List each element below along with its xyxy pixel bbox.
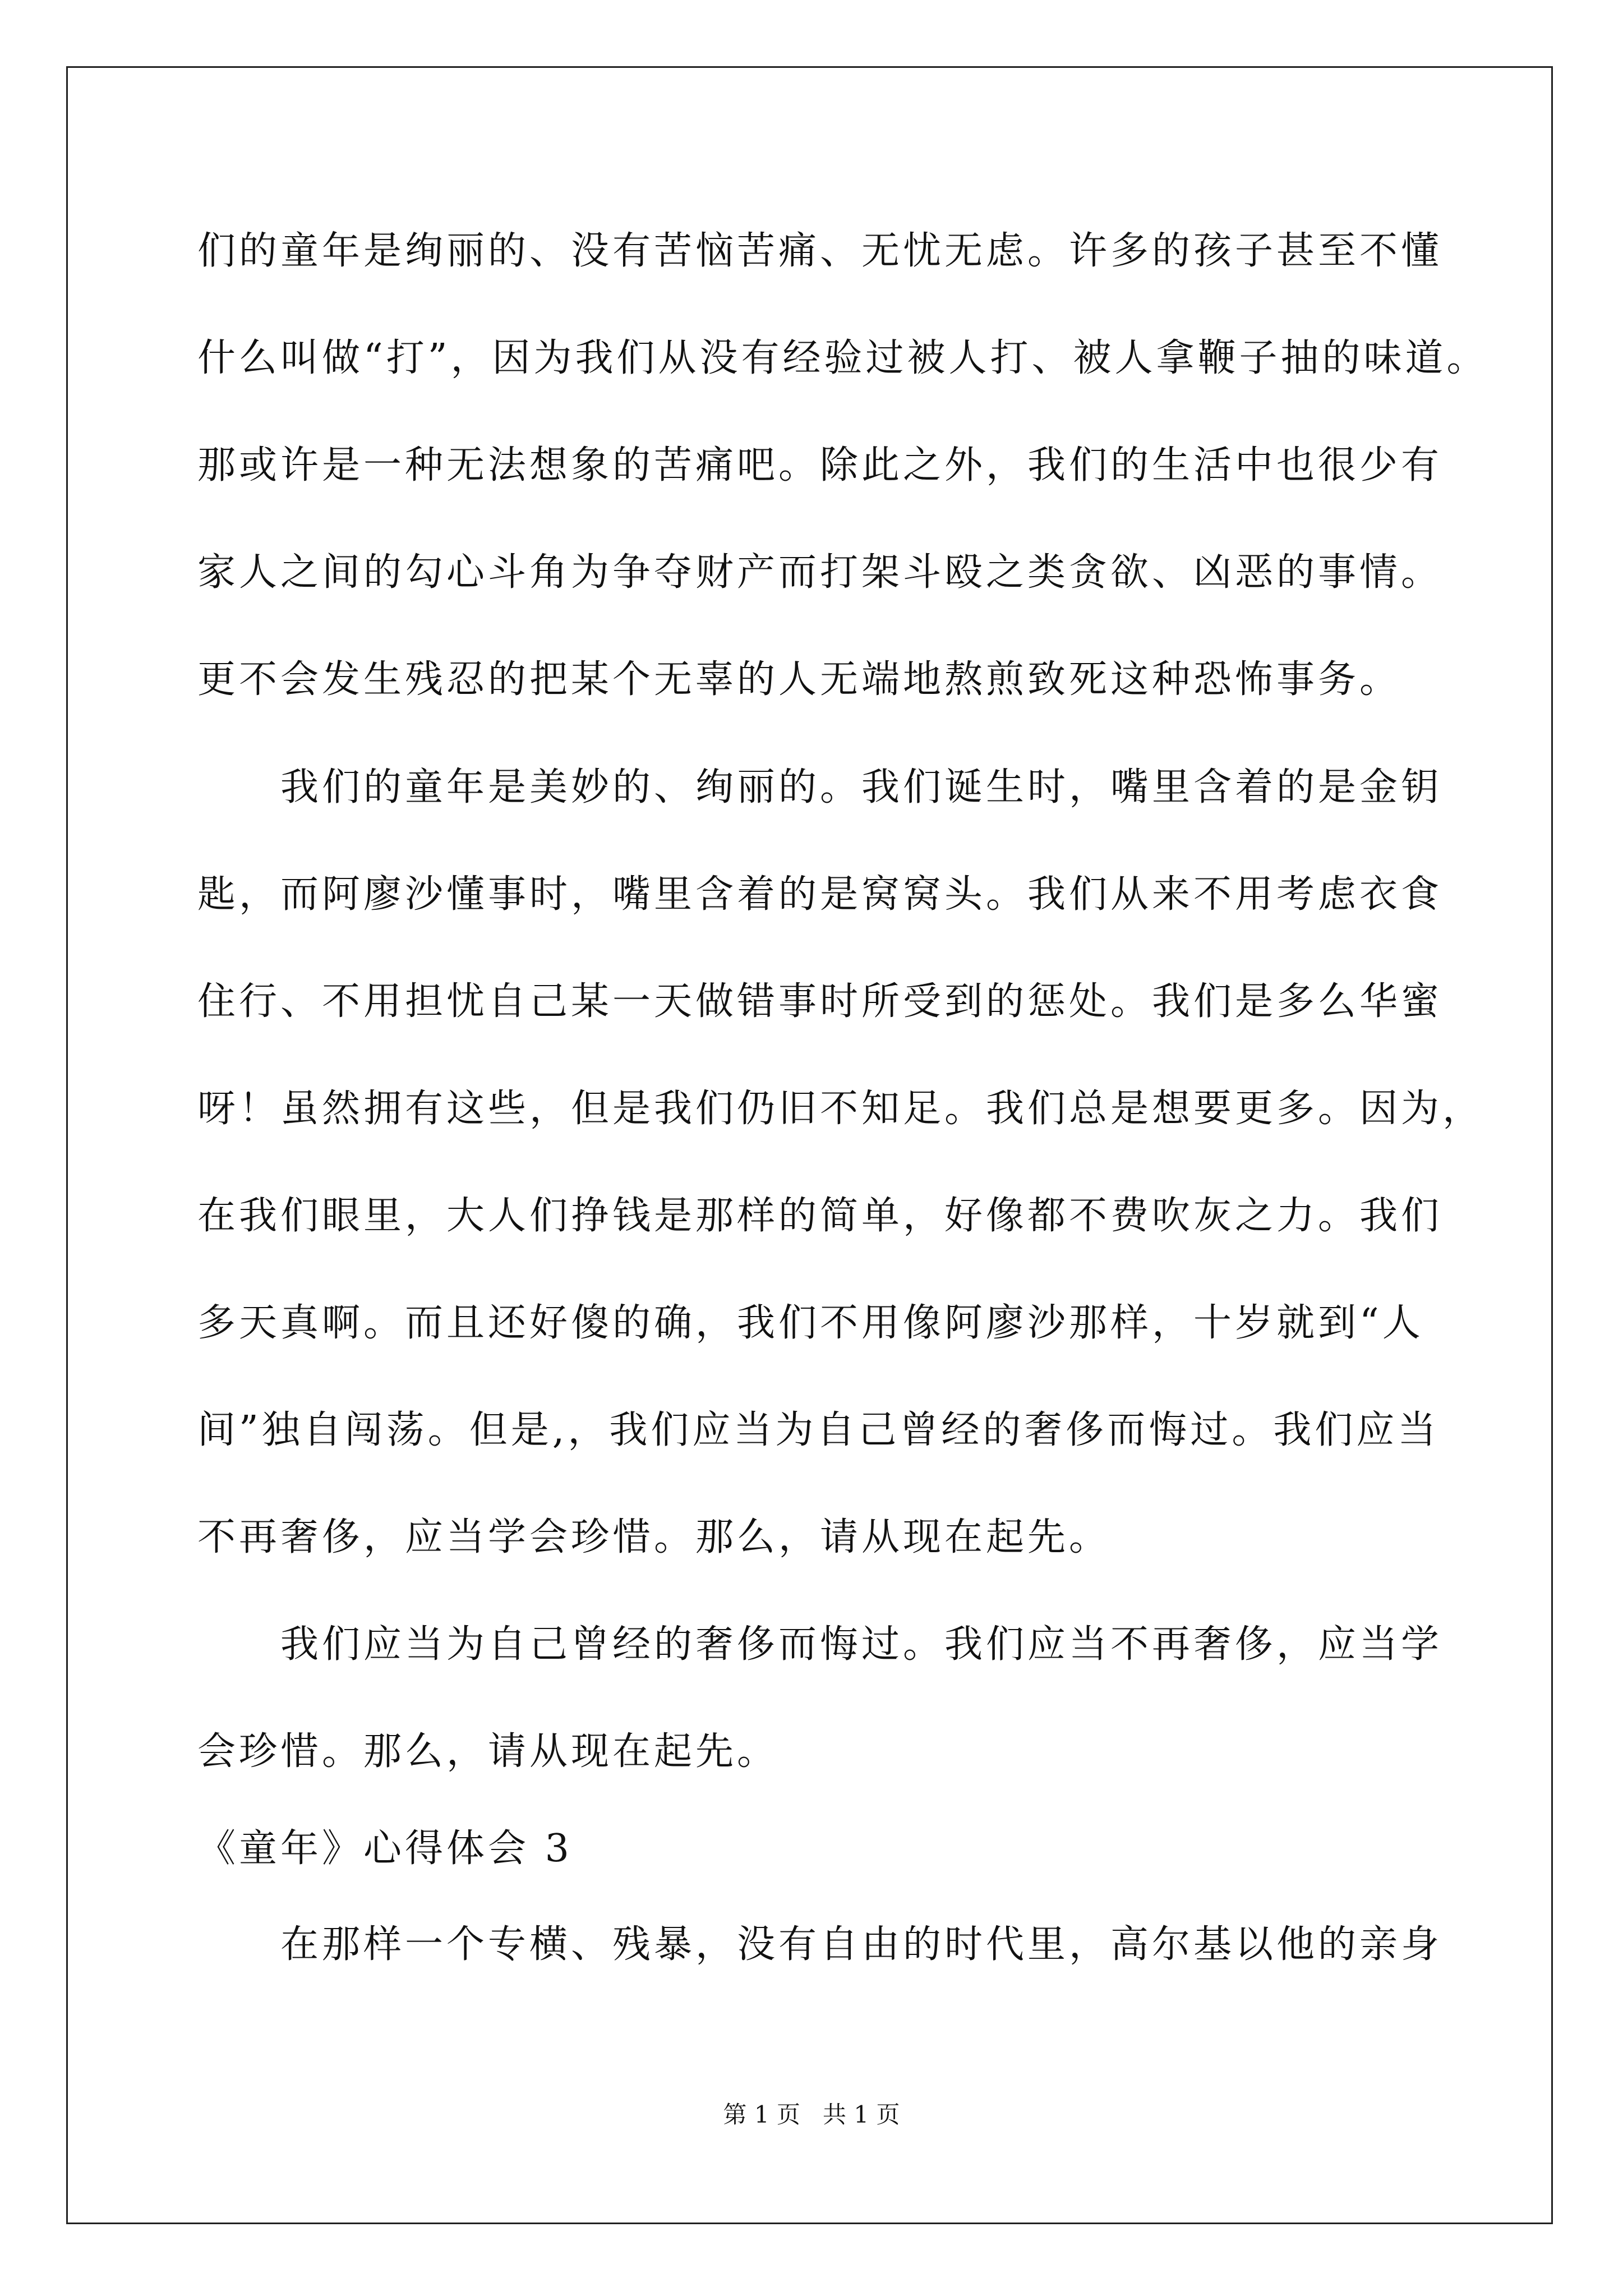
section-heading: 《童年》心得体会 3 [197,1826,573,1871]
text-line: 家人之间的勾心斗角为争夺财产而打架斗殴之类贪欲、凶恶的事情。 [197,550,1443,595]
page-border [66,66,1553,2224]
text-line: 多天真啊。而且还好傻的确，我们不用像阿廖沙那样，十岁就到“人 [197,1301,1424,1345]
text-line: 们的童年是绚丽的、没有苦恼苦痛、无忧无虑。许多的孩子甚至不懂 [197,229,1443,273]
text-line: 间”独自闯荡。但是,，我们应当为自己曾经的奢侈而悔过。我们应当 [197,1408,1440,1452]
text-line: 住行、不用担忧自己某一天做错事时所受到的惩处。我们是多么华蜜 [197,979,1443,1024]
text-line: 会珍惜。那么，请从现在起先。 [197,1729,779,1774]
text-line: 我们应当为自己曾经的奢侈而悔过。我们应当不再奢侈，应当学 [280,1622,1443,1667]
text-line: 不再奢侈，应当学会珍惜。那么，请从现在起先。 [197,1515,1111,1559]
text-line: 在那样一个专横、残暴，没有自由的时代里，高尔基以他的亲身 [280,1922,1443,1967]
text-line: 呀！虽然拥有这些，但是我们仍旧不知足。我们总是想要更多。因为， [197,1087,1484,1131]
text-line: 什么叫做“打”，因为我们从没有经验过被人打、被人拿鞭子抽的味道。 [197,336,1488,380]
text-line: 在我们眼里，大人们挣钱是那样的简单，好像都不费吹灰之力。我们 [197,1194,1443,1238]
text-line: 更不会发生残忍的把某个无辜的人无端地熬煎致死这种恐怖事务。 [197,657,1401,702]
text-line: 匙，而阿廖沙懂事时，嘴里含着的是窝窝头。我们从来不用考虑衣食 [197,872,1443,917]
text-line: 那或许是一种无法想象的苦痛吧。除此之外，我们的生活中也很少有 [197,443,1443,487]
page-number: 第 1 页 共 1 页 [723,2101,900,2128]
text-line: 我们的童年是美妙的、绚丽的。我们诞生时，嘴里含着的是金钥 [280,765,1443,809]
